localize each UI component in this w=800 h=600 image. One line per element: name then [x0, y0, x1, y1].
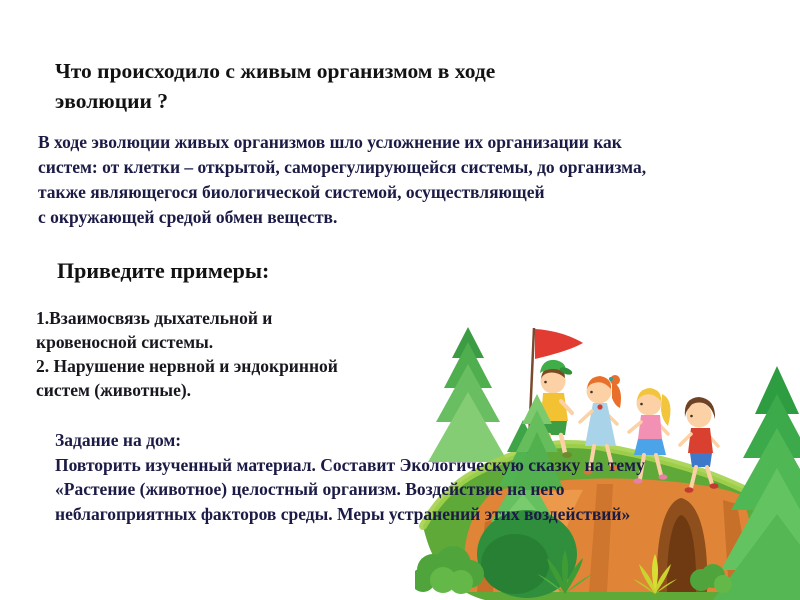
slide-title [55, 56, 495, 116]
intro-line: систем: от клетки – открытой, саморегулирующейся системы, до организма, [38, 157, 647, 177]
title-line: эволюции ? [55, 89, 169, 113]
homework-line: неблагоприятных факторов среды. Меры устранений этих воздействий» [55, 503, 631, 524]
list-item-line: 1.Взаимосвязь дыхательной и [36, 308, 273, 328]
list-item-line: 2. Нарушение нервной и эндокринной [36, 356, 338, 376]
list-item-line: систем (животные). [36, 380, 192, 400]
intro-line: также являющегося биологической системой, осуществляющей [38, 182, 545, 202]
examples-heading: Приведите примеры: [57, 258, 270, 283]
examples-list [36, 306, 338, 402]
homework-block [55, 428, 645, 526]
red-flag-icon [535, 329, 583, 359]
homework-line: «Растение (животное) целостный организм. Воздействие на него [55, 479, 565, 499]
homework-line: Задание на дом: [55, 430, 182, 450]
intro-paragraph [38, 130, 646, 230]
title-line: Что происходило с живым организмом в ходе [55, 59, 496, 83]
intro-line: В ходе эволюции живых организмов шло усложнение их организации как [38, 132, 622, 152]
intro-line: с окружающей средой обмен веществ. [38, 207, 338, 227]
list-item-line: кровеносной системы. [36, 332, 214, 352]
homework-line: Повторить изученный материал. Составит Экологическую сказку на тему [55, 454, 645, 475]
